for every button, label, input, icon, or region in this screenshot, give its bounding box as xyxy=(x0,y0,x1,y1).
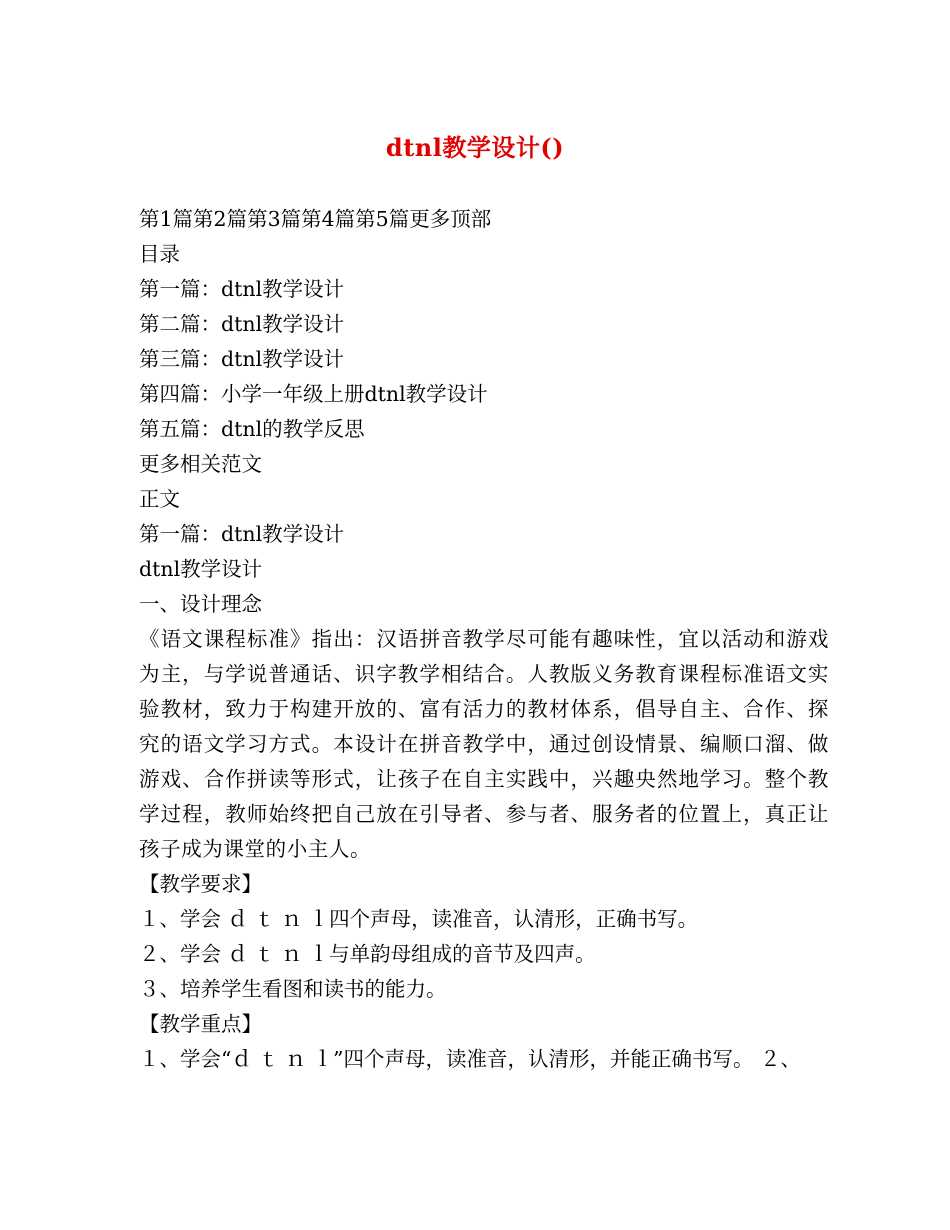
toc-item: 第五篇：dtnl的教学反思 xyxy=(139,417,365,441)
document-title: dtnl教学设计() xyxy=(385,133,565,162)
subtitle: dtnl教学设计 xyxy=(139,557,263,581)
toc-item: 第二篇：dtnl教学设计 xyxy=(139,312,345,336)
toc-item: 第四篇：小学一年级上册dtnl教学设计 xyxy=(139,382,488,406)
document-body xyxy=(139,202,829,1077)
related-articles-line: 更多相关范文 xyxy=(139,452,262,476)
section-heading: 第一篇：dtnl教学设计 xyxy=(139,522,345,546)
body-heading: 正文 xyxy=(139,487,180,511)
requirement-item: １、学会 ｄ ｔ ｎ ｌ四个声母，读准音，认清形，正确书写。 xyxy=(139,907,699,931)
toc-item: 第三篇：dtnl教学设计 xyxy=(139,347,345,371)
design-concept-paragraph: 《语文课程标准》指出：汉语拼音教学尽可能有趣味性，宜以活动和游戏为主，与学说普通话、识字教学相结合。人教版义务教育课程标准语文实验教材，致力于构建开放的、富有活力的教材体系，倡导自主、合作、探究的语文学习方式。本设计在拼音教学中，通过创设情景、编顺口溜、做游戏、合作拼读等形式，让孩子在自主实践中，兴趣央然地学习。整个教学过程，教师始终把自己放在引导者、参与者、服务者的位置上，真正让孩子成为课堂的小主人。 xyxy=(139,627,829,861)
toc-item: 第一篇：dtnl教学设计 xyxy=(139,277,345,301)
focus-item: １、学会“ｄ ｔ ｎ ｌ”四个声母，读准音，认清形，并能正确书写。 ２、 xyxy=(139,1047,802,1071)
requirement-item: ３、培养学生看图和读书的能力。 xyxy=(139,977,447,1001)
focus-heading: 【教学重点】 xyxy=(139,1012,262,1036)
toc-nav-line: 第1篇第2篇第3篇第4篇第5篇更多顶部 xyxy=(139,207,492,231)
design-concept-heading: 一、设计理念 xyxy=(139,592,262,616)
requirements-heading: 【教学要求】 xyxy=(139,872,262,896)
requirement-item: ２、学会 ｄ ｔ ｎ ｌ与单韵母组成的音节及四声。 xyxy=(139,942,596,966)
toc-heading: 目录 xyxy=(139,242,180,266)
